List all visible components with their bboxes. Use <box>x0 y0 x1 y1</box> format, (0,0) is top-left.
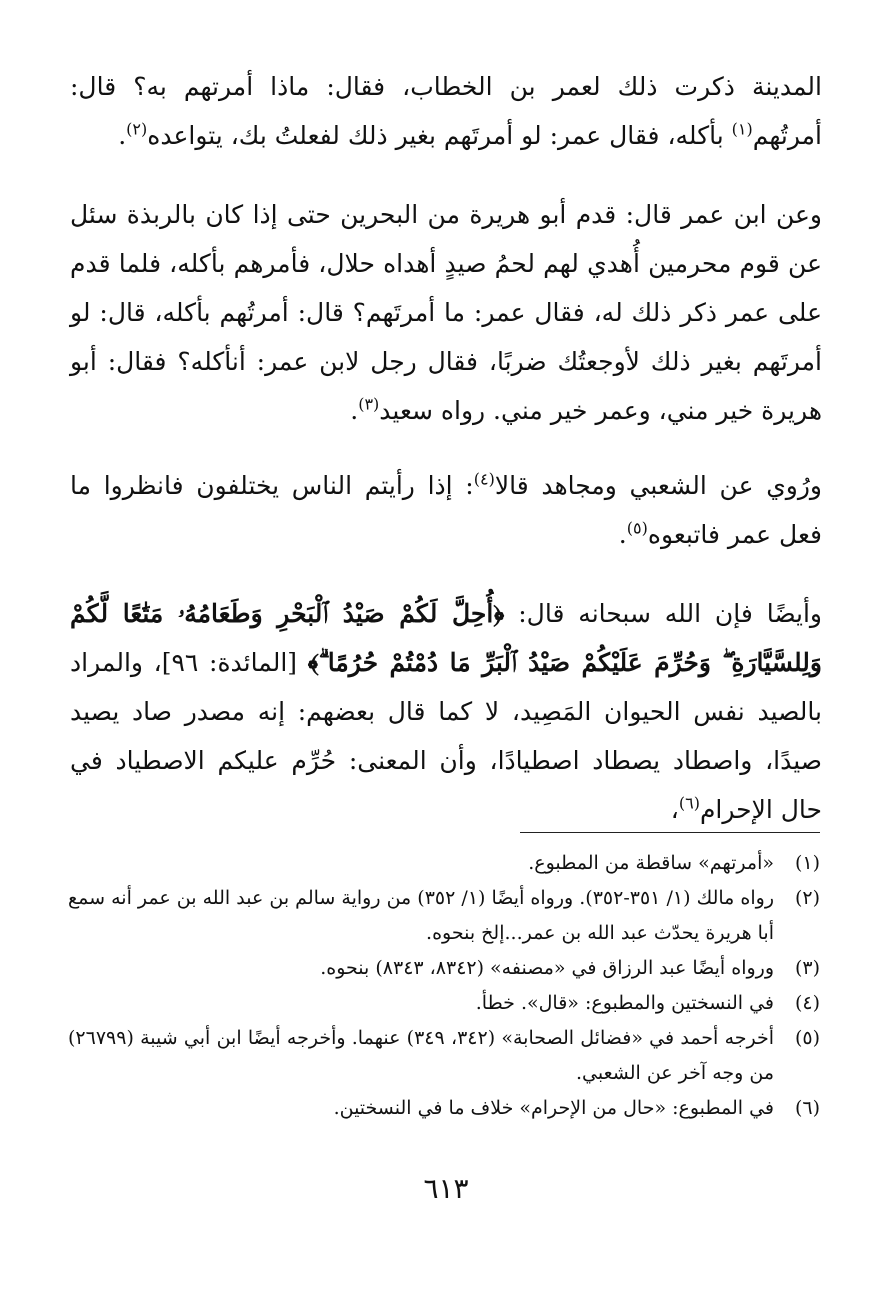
quran-verse: ﴿أُحِلَّ لَكُمْ صَيْدُ ٱلْبَحْرِ وَطَعَامُهُۥ مَتَٰعًا لَّكُمْ وَلِلسَّيَّارَةِ ۖ وَحُرِّمَ عَلَيْكُمْ صَيْدُ ٱلْبَرِّ مَا دُمْتُمْ حُرُمًا ۗ﴾ <box>70 599 822 677</box>
footnote-item <box>68 1091 820 1126</box>
footnote-item <box>68 846 820 881</box>
footnote-ref-5[interactable]: (٥) <box>626 518 648 538</box>
footnote-number: (٥) <box>794 1027 820 1049</box>
footnote-text: «أمرتهم» ساقطة من المطبوع. <box>528 852 774 874</box>
footnote-text: ورواه أيضًا عبد الرزاق في «مصنفه» (٨٣٤٢، ٨٣٤٣) بنحوه. <box>320 957 774 979</box>
paragraph-1-text: المدينة ذكرت ذلك لعمر بن الخطاب، فقال: ماذا أمرتهم به؟ قال: أمرتُهم <box>70 72 822 150</box>
footnote-text: رواه مالك (١/ ٣٥١-٣٥٢). ورواه أيضًا (١/ ٣٥٢) من رواية سالم بن عبد الله بن عمر أنه سمع أبا هريرة يحدّث عبد الله بن عمر...إلخ بنحوه. <box>68 887 775 944</box>
paragraph-4-end: ، <box>670 795 679 824</box>
footnote-number: (٢) <box>794 887 820 909</box>
paragraph-2-end: . <box>350 396 359 425</box>
paragraph-1 <box>70 62 822 160</box>
paragraph-2 <box>70 190 822 435</box>
footnote-ref-4[interactable]: (٤) <box>473 469 495 489</box>
footnote-ref-2[interactable]: (٢) <box>126 119 148 139</box>
footnote-item <box>68 986 820 1021</box>
footnote-item <box>68 1021 820 1091</box>
paragraph-4-text-cont: ، والمراد بالصيد نفس الحيوان المَصِيد، لا كما قال بعضهم: إنه مصدر صاد يصيد صيدًا، واصطاد يصطاد اصطيادًا، وأن المعنى: حُرِّم عليكم الاصطياد في حال الإحرام <box>70 648 822 824</box>
paragraph-2-text: وعن ابن عمر قال: قدم أبو هريرة من البحرين حتى إذا كان بالربذة سئل عن قوم محرمين أُهدي لهم لحمُ صيدٍ أهداه حلال، فأمرهم بأكله، فلما قدم على عمر ذكر ذلك له، فقال عمر: ما أمرتَهم؟ قال: أمرتُهم بأكله، قال: لو أمرتَهم بغير ذلك لأوجعتُك ضربًا، فقال رجل لابن عمر: أنأكله؟ فقال: أبو هريرة خير مني، وعمر خير مني. رواه سعيد <box>70 200 822 425</box>
footnote-text: أخرجه أحمد في «فضائل الصحابة» (٣٤٢، ٣٤٩) عنهما. وأخرجه أيضًا ابن أبي شيبة (٢٦٧٩٩) من وجه آخر عن الشعبي. <box>68 1027 775 1084</box>
paragraph-4-text: وأيضًا فإن الله سبحانه قال: <box>504 599 822 628</box>
main-text <box>70 62 822 834</box>
paragraph-1-text-cont: بأكله، فقال عمر: لو أمرتَهم بغير ذلك لفعلتُ بك، يتواعده <box>147 121 732 150</box>
footnote-number: (٦) <box>794 1097 820 1119</box>
paragraph-4 <box>70 589 822 834</box>
paragraph-3-end: . <box>618 520 627 549</box>
footnote-separator <box>520 832 820 833</box>
paragraph-3-text: ورُوي عن الشعبي ومجاهد قالا <box>494 471 822 500</box>
verse-citation: [المائدة: ٩٦] <box>161 648 308 677</box>
page-number: ٦١٣ <box>423 1172 469 1205</box>
paragraph-3 <box>70 461 822 559</box>
paragraph-1-end: . <box>118 121 127 150</box>
footnote-number: (١) <box>794 852 820 874</box>
footnote-ref-3[interactable]: (٣) <box>358 394 380 414</box>
footnote-number: (٤) <box>794 992 820 1014</box>
footnote-text: في النسختين والمطبوع: «قال». خطأ. <box>475 992 774 1014</box>
footnote-ref-6[interactable]: (٦) <box>678 793 700 813</box>
footnote-text: في المطبوع: «حال من الإحرام» خلاف ما في النسختين. <box>333 1097 774 1119</box>
footnotes-list <box>68 846 820 1126</box>
footnote-number: (٣) <box>794 957 820 979</box>
footnote-item <box>68 951 820 986</box>
footnote-item <box>68 881 820 951</box>
paragraph-3-text-cont: : إذا رأيتم الناس يختلفون فانظروا ما فعل عمر فاتبعوه <box>70 471 822 549</box>
footnote-ref-1[interactable]: (١) <box>731 119 753 139</box>
